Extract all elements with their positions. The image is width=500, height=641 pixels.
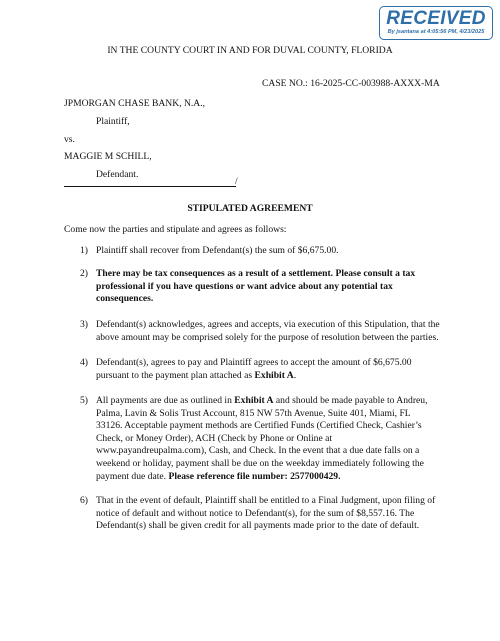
clause-text: pursuant to the payment plan attached as xyxy=(96,369,255,381)
defendant-role: Defendant. xyxy=(96,169,139,180)
clause-line: consequences. xyxy=(96,293,154,305)
clause-number: 4) xyxy=(80,357,88,368)
clause-line: There may be tax consequences as a result of a settlement. Please consult a tax xyxy=(96,268,416,279)
received-stamp xyxy=(379,6,493,40)
clause-text: All payments are due as outlined in xyxy=(96,395,235,406)
signature-slash: / xyxy=(235,176,238,187)
clause-line: Defendant(s) acknowledges, agrees and accepts, via execution of this Stipulation, that the xyxy=(96,319,440,330)
clause-line: That in the event of default, Plaintiff shall be entitled to a Final Judgment, upon filing of xyxy=(96,495,436,506)
clause-number: 6) xyxy=(80,495,88,506)
clause-line: professional if you have questions or want advice about any potential tax xyxy=(96,280,393,292)
exhibit-reference: Exhibit A xyxy=(234,395,274,406)
clause-number: 5) xyxy=(80,395,88,406)
clause-line: above amount may be comprised solely for the purpose of resolution between the parties. xyxy=(96,331,439,343)
clause-line: 33126. Acceptable payment methods are Certified Funds (Certified Check, Cashier’s xyxy=(96,420,422,432)
clause-text: . xyxy=(293,369,297,381)
clause-line: notice of default and without notice to Defendant(s), for the sum of $8,557.16. The xyxy=(96,507,415,519)
plaintiff-name: JPMORGAN CHASE BANK, N.A., xyxy=(64,98,205,109)
intro-paragraph: Come now the parties and stipulate and agrees as follows: xyxy=(64,224,287,235)
clause-line xyxy=(96,370,412,383)
case-number: CASE NO.: 16-2025-CC-003988-AXXX-MA xyxy=(262,78,440,89)
clause-line xyxy=(96,471,427,484)
clause-text: payment due date. xyxy=(96,470,169,482)
defendant-name: MAGGIE M SCHILL, xyxy=(64,151,152,162)
clause-line xyxy=(96,395,427,408)
clause-number: 3) xyxy=(80,319,88,330)
signature-line xyxy=(64,186,236,187)
clause-text: and should be made payable to Andreu, xyxy=(273,395,428,406)
clause-number: 2) xyxy=(80,268,88,279)
clause-line: Defendant(s), agrees to pay and Plaintiff agrees to accept the amount of $6,675.00 xyxy=(96,357,412,368)
clause-line: Defendant(s) shall be given credit for all payments made prior to the date of default. xyxy=(96,520,420,532)
stamp-label: RECEIVED xyxy=(386,8,486,29)
clause-line: Plaintiff shall recover from Defendant(s) the sum of $6,675.00. xyxy=(96,245,339,256)
versus: vs. xyxy=(64,134,75,145)
stamp-by-line: By jsantana at 4:05:56 PM, 4/23/2025 xyxy=(387,29,485,35)
court-heading: IN THE COUNTY COURT IN AND FOR DUVAL COUNTY, FLORIDA xyxy=(107,45,393,56)
clause-line: Palma, Lavin & Solis Trust Account, 815 NW 57th Avenue, Suite 401, Miami, FL xyxy=(96,407,411,419)
clause-line: www.payandreupalma.com), Cash, and Check. In the event that a due date falls on a xyxy=(96,445,420,457)
clause-line: Check, or Money Order), ACH (Check by Phone or Online at xyxy=(96,432,333,444)
clause-line: weekend or holiday, payment shall be due on the weekday immediately following the xyxy=(96,457,424,469)
file-number-reference: Please reference file number: 2577000429. xyxy=(168,470,341,482)
plaintiff-role: Plaintiff, xyxy=(96,116,130,127)
exhibit-reference: Exhibit A xyxy=(254,369,294,381)
clause-number: 1) xyxy=(80,245,88,256)
document-title: STIPULATED AGREEMENT xyxy=(187,203,313,214)
